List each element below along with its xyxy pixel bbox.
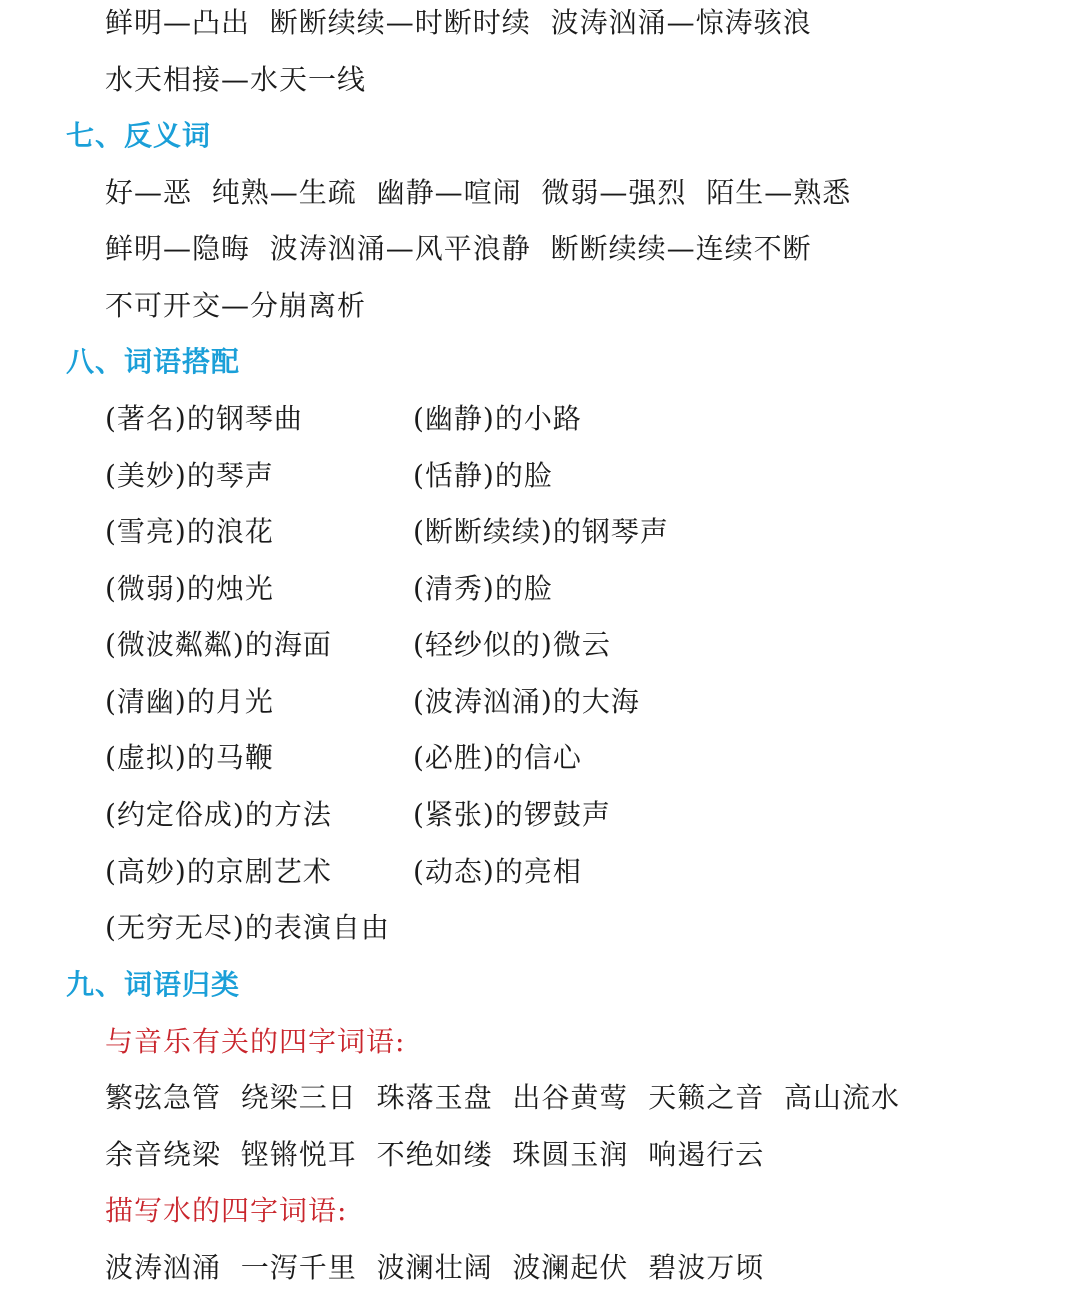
collocation-right: (恬静)的脸: [413, 459, 553, 492]
collocation-left: (清幽)的月光: [105, 685, 274, 718]
water-words-label: 描写水的四字词语:: [105, 1194, 348, 1227]
section-heading-collocations: 八、词语搭配: [66, 345, 241, 378]
collocation-right: (轻纱似的)微云: [413, 628, 611, 661]
collocation-right: (断断续续)的钢琴声: [413, 515, 669, 548]
antonym-line-3: 不可开交—分崩离析: [105, 289, 367, 322]
collocation-left: (虚拟)的马鞭: [105, 741, 274, 774]
music-words-line-2: 余音绕梁 铿锵悦耳 不绝如缕 珠圆玉润 响遏行云: [105, 1138, 765, 1171]
collocation-right: (清秀)的脸: [413, 572, 553, 605]
collocation-right: (幽静)的小路: [413, 402, 582, 435]
collocation-left: (高妙)的京剧艺术: [105, 855, 332, 888]
music-words-line-1: 繁弦急管 绕梁三日 珠落玉盘 出谷黄莺 天籁之音 高山流水: [105, 1081, 901, 1114]
collocation-left: (微波粼粼)的海面: [105, 628, 332, 661]
synonym-line-1: 鲜明—凸出 断断续续—时断时续 波涛汹涌—惊涛骇浪: [105, 6, 812, 39]
collocation-right: (紧张)的锣鼓声: [413, 798, 611, 831]
water-words-line-1: 波涛汹涌 一泻千里 波澜壮阔 波澜起伏 碧波万顷: [105, 1251, 765, 1284]
synonym-line-2: 水天相接—水天一线: [105, 63, 367, 96]
collocation-left: (雪亮)的浪花: [105, 515, 274, 548]
collocation-left: (无穷无尽)的表演自由: [105, 911, 390, 944]
collocation-left: (约定俗成)的方法: [105, 798, 332, 831]
collocation-left: (著名)的钢琴曲: [105, 402, 303, 435]
antonym-line-2: 鲜明—隐晦 波涛汹涌—风平浪静 断断续续—连续不断: [105, 232, 812, 265]
antonym-line-1: 好—恶 纯熟—生疏 幽静—喧闹 微弱—强烈 陌生—熟悉: [105, 176, 852, 209]
collocation-right: (动态)的亮相: [413, 855, 582, 888]
music-words-label: 与音乐有关的四字词语:: [105, 1025, 406, 1058]
collocation-left: (微弱)的烛光: [105, 572, 274, 605]
section-heading-antonyms: 七、反义词: [66, 119, 212, 152]
section-heading-classification: 九、词语归类: [66, 968, 241, 1001]
collocation-right: (必胜)的信心: [413, 741, 582, 774]
collocation-right: (波涛汹涌)的大海: [413, 685, 640, 718]
collocation-left: (美妙)的琴声: [105, 459, 274, 492]
